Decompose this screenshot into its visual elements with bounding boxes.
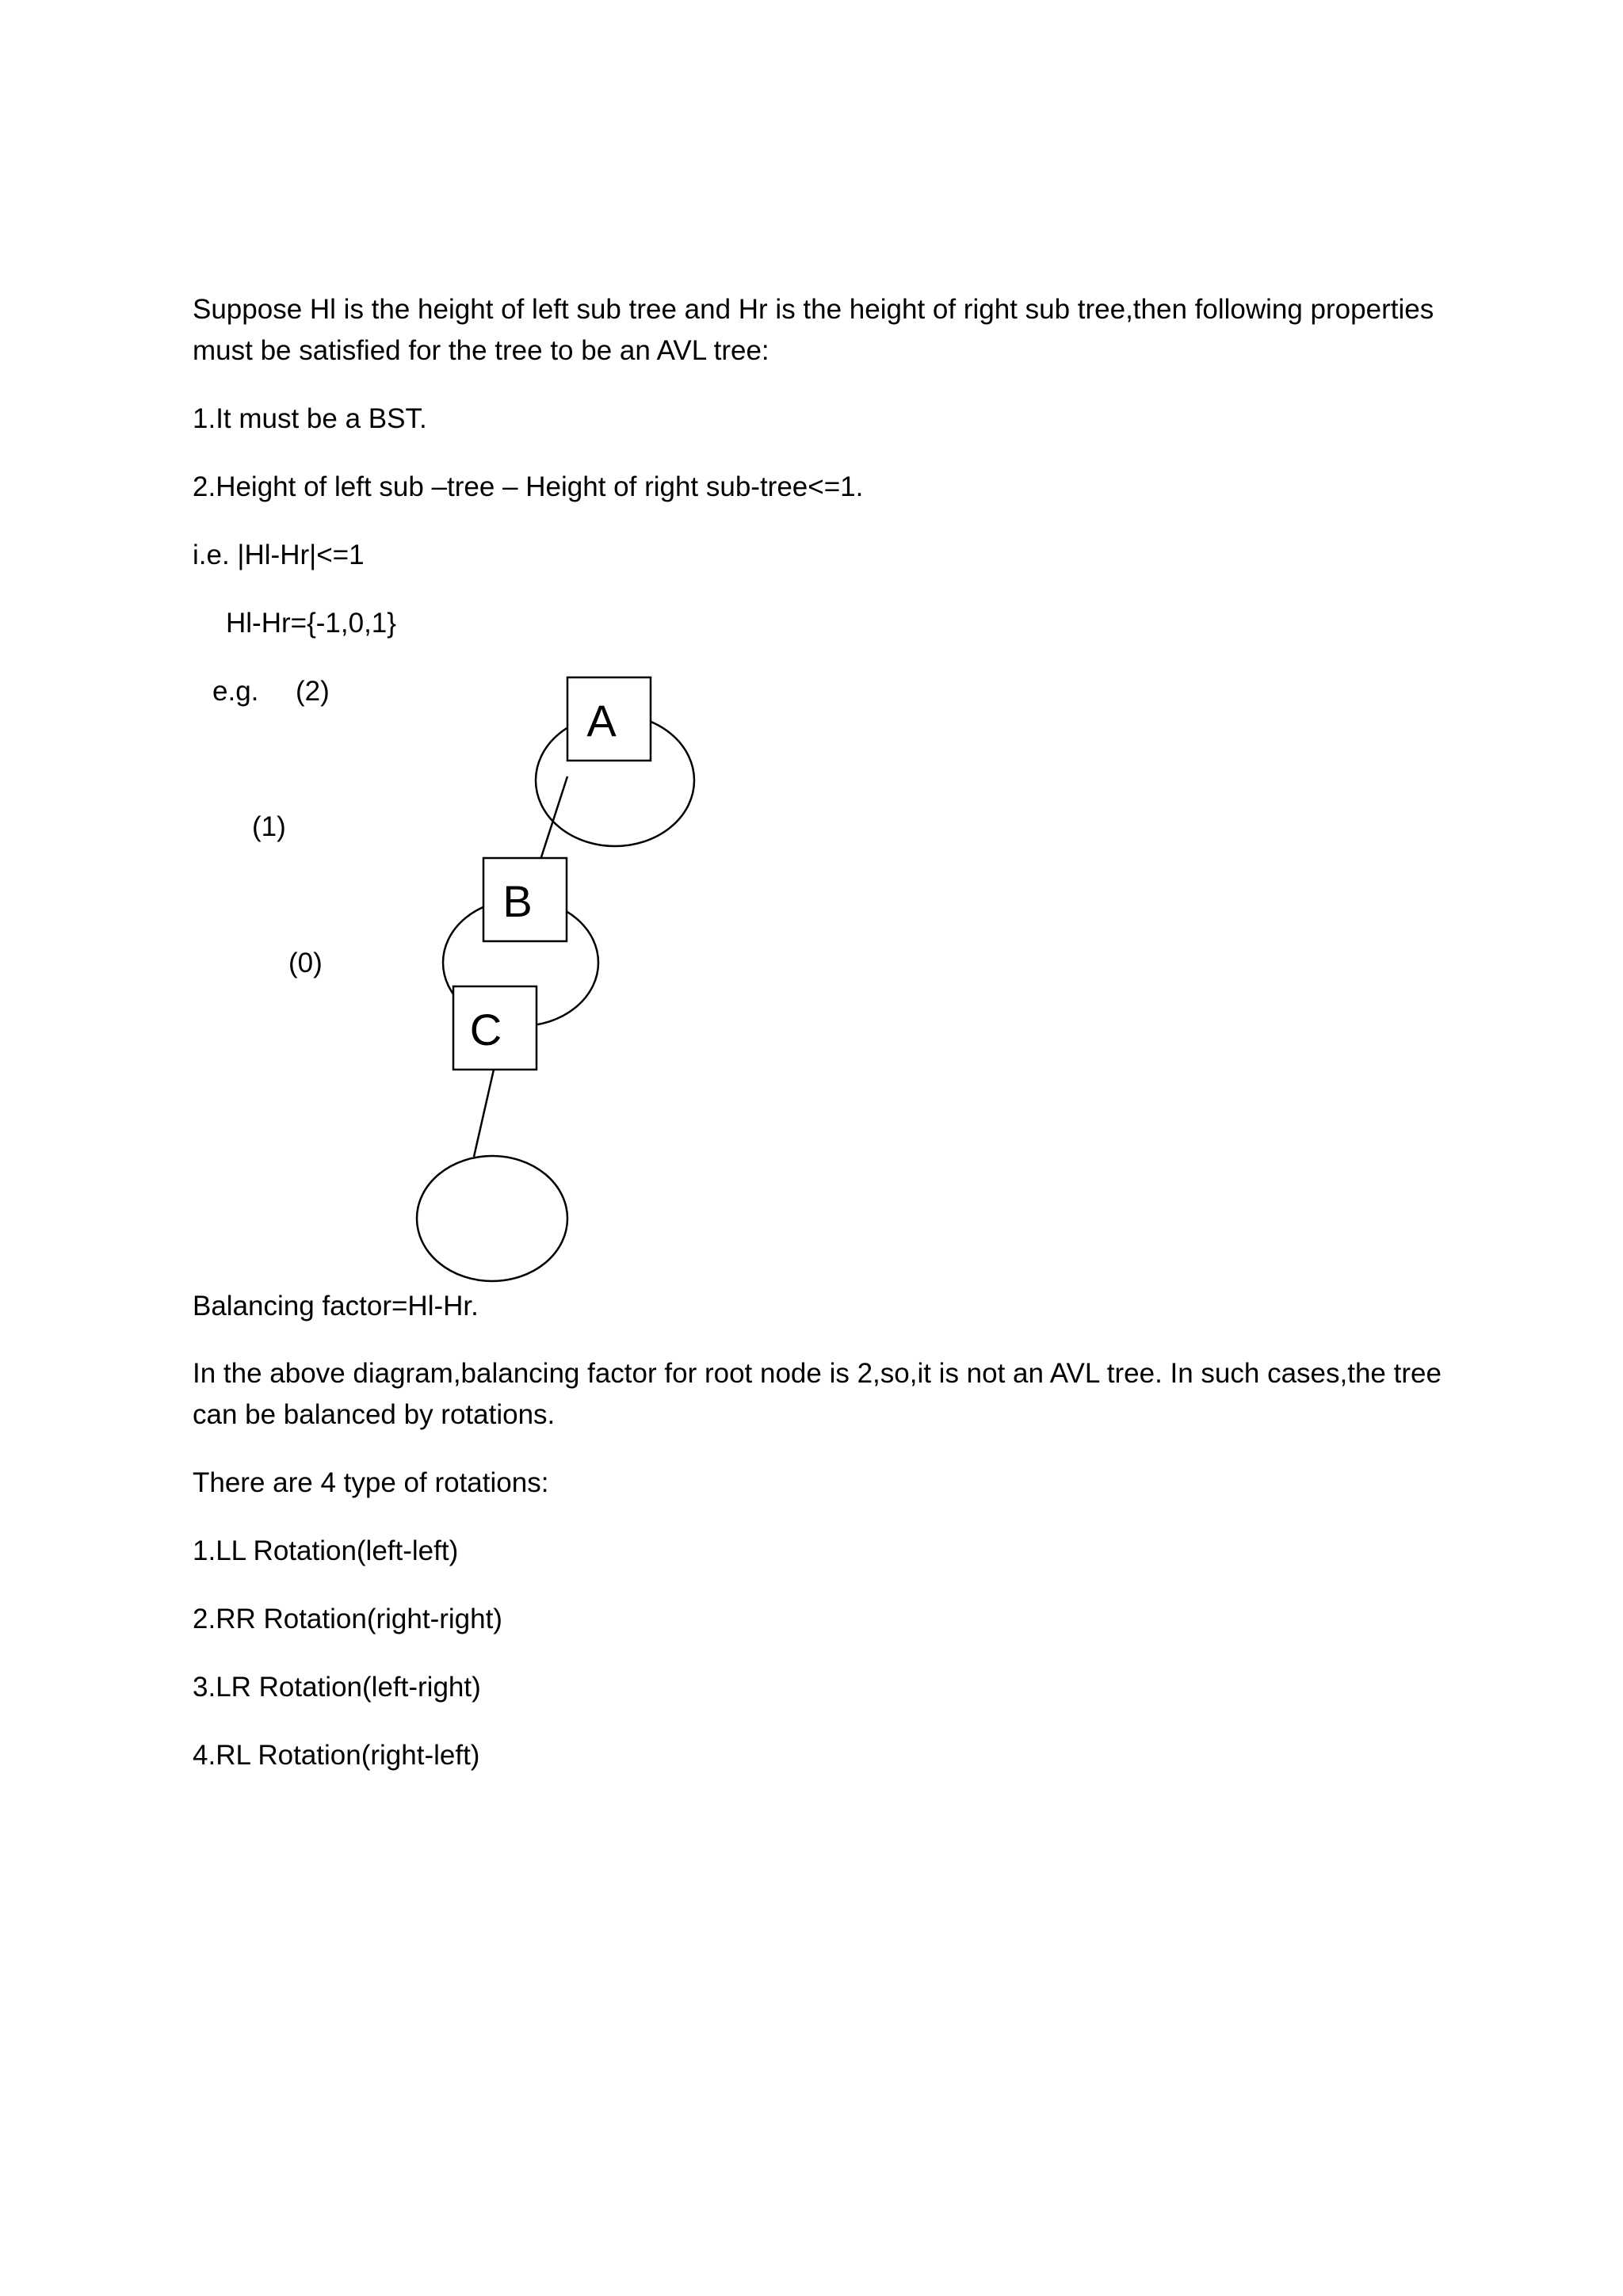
balancing-factor-definition: Balancing factor=Hl-Hr.	[193, 1291, 479, 1322]
rotation-ll: 1.LL Rotation(left-left)	[193, 1535, 459, 1566]
intro-paragraph: Suppose Hl is the height of left sub tree and Hr is the height of right sub tree,then following properties must be satisfied for the tree to be an AVL tree:	[193, 294, 1434, 366]
rule-bst: 1.It must be a BST.	[193, 403, 427, 434]
balance-factor-c: (0)	[288, 948, 323, 978]
explanation-paragraph: In the above diagram,balancing factor for root node is 2,so,it is not an AVL tree. In such cases,the tree can be balanced by rotations.	[193, 1358, 1442, 1430]
rotations-intro: There are 4 type of rotations:	[193, 1467, 549, 1498]
rule-abs-difference: i.e. |Hl-Hr|<=1	[193, 540, 365, 570]
subtree-ellipse-c	[417, 1156, 567, 1281]
rule-range: Hl-Hr={-1,0,1}	[226, 608, 396, 639]
balance-factor-a: (2)	[296, 676, 330, 707]
node-label-a: A	[586, 696, 617, 746]
node-label-b: B	[502, 876, 533, 926]
edge-a-b	[540, 776, 567, 860]
node-label-c: C	[469, 1005, 502, 1055]
rotation-rl: 4.RL Rotation(right-left)	[193, 1740, 480, 1771]
rotation-rr: 2.RR Rotation(right-right)	[193, 1604, 502, 1634]
example-label: e.g.	[212, 676, 259, 707]
rule-height: 2.Height of left sub –tree – Height of right sub-tree<=1.	[193, 471, 864, 502]
balance-factor-b: (1)	[252, 811, 286, 842]
rotation-lr: 3.LR Rotation(left-right)	[193, 1672, 481, 1703]
edge-c-subtree	[474, 1070, 494, 1157]
